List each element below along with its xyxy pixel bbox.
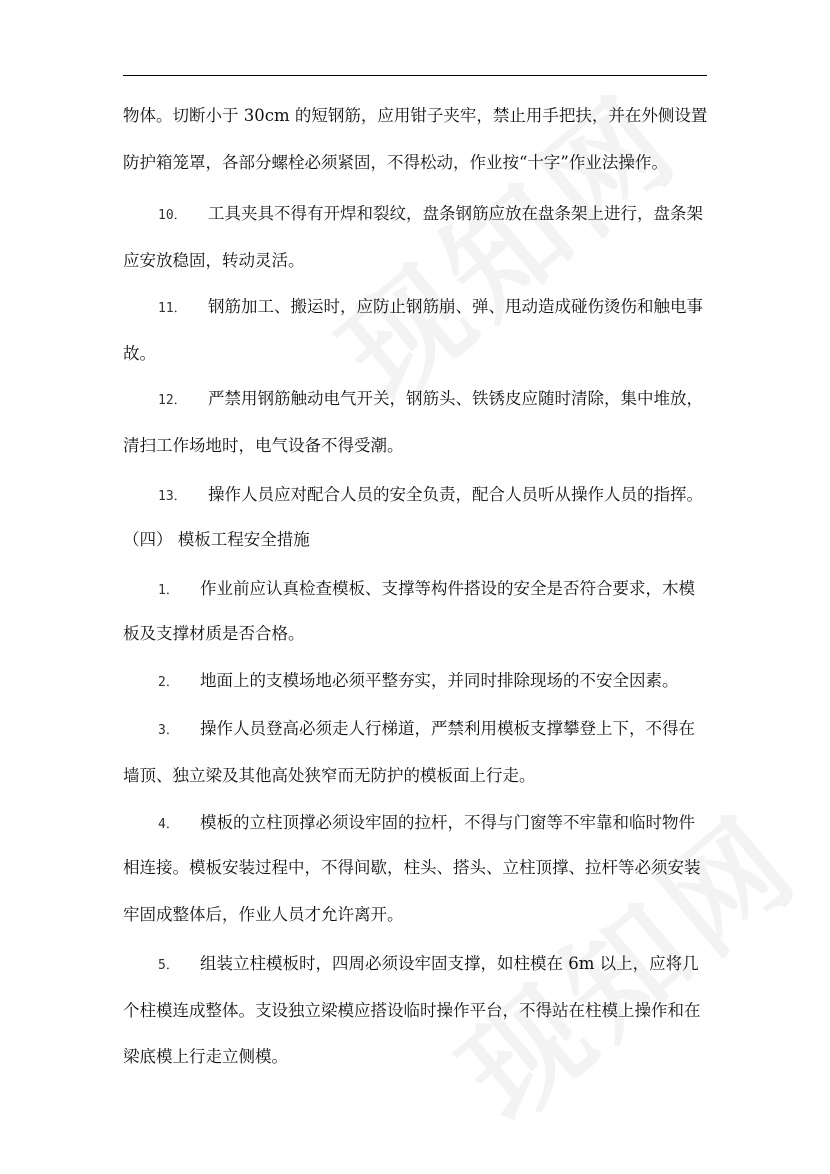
text-line	[123, 904, 404, 926]
text-line	[123, 1046, 288, 1068]
item-number: 3．	[158, 723, 179, 738]
text-line	[123, 250, 305, 272]
line-text: 严禁用钢筋触动电气开关，钢筋头、铁锈皮应随时清除，集中堆放，	[208, 389, 703, 408]
item-number: 12．	[158, 393, 187, 408]
text-line	[158, 203, 703, 227]
text-line	[123, 765, 536, 787]
line-text: 个柱模连成整体。支设独立梁模应搭设临时操作平台，不得站在柱模上操作和在	[123, 1001, 701, 1020]
text-line	[158, 953, 699, 977]
line-text: 组装立柱模板时，四周必须设牢固支撑，如柱模在 6m 以上，应将几	[200, 954, 699, 973]
text-line	[123, 152, 668, 174]
line-text: 工具夹具不得有开焊和裂纹，盘条钢筋应放在盘条架上进行，盘条架	[208, 204, 703, 223]
section-heading	[123, 529, 310, 551]
item-number: 2．	[158, 675, 179, 690]
line-text: 清扫工作场地时，电气设备不得受潮。	[123, 436, 404, 455]
item-number: 11．	[158, 301, 187, 316]
line-text: 相连接。模板安装过程中，不得间歇，柱头、搭头、立柱顶撑、拉杆等必须安装	[123, 858, 701, 877]
item-number: 4．	[158, 817, 179, 832]
line-text: 钢筋加工、搬运时，应防止钢筋崩、弹、甩动造成碰伤烫伤和触电事	[208, 297, 703, 316]
item-number: 5．	[158, 958, 179, 973]
line-text: 故。	[123, 344, 156, 363]
line-text: 操作人员应对配合人员的安全负责，配合人员听从操作人员的指挥。	[208, 485, 703, 504]
item-number: 1．	[158, 583, 179, 598]
text-line	[158, 578, 695, 602]
text-line	[158, 388, 703, 412]
text-line	[123, 105, 707, 127]
line-text: 防护箱笼罩，各部分螺栓必须紧固，不得松动，作业按“十字”作业法操作。	[123, 153, 668, 172]
text-line	[123, 857, 701, 879]
text-line	[158, 296, 703, 320]
line-text: 地面上的支模场地必须平整夯实，并同时排除现场的不安全因素。	[200, 671, 679, 690]
heading-text: （四） 模板工程安全措施	[123, 530, 310, 549]
text-line	[158, 812, 695, 836]
line-text: 墙顶、独立梁及其他高处狭窄而无防护的模板面上行走。	[123, 766, 536, 785]
text-line	[123, 1000, 701, 1022]
line-text: 作业前应认真检查模板、支撑等构件搭设的安全是否符合要求，木模	[200, 579, 695, 598]
header-rule	[123, 75, 707, 76]
text-line	[123, 623, 305, 645]
line-text: 应安放稳固，转动灵活。	[123, 251, 305, 270]
line-text: 梁底模上行走立侧模。	[123, 1047, 288, 1066]
item-number: 13．	[158, 489, 187, 504]
item-number: 10．	[158, 208, 187, 223]
text-line	[123, 435, 404, 457]
line-text: 牢固成整体后，作业人员才允许离开。	[123, 905, 404, 924]
line-text: 板及支撑材质是否合格。	[123, 624, 305, 643]
text-line	[123, 343, 156, 365]
text-line	[158, 718, 695, 742]
line-text: 操作人员登高必须走人行梯道，严禁利用模板支撑攀登上下，不得在	[200, 719, 695, 738]
text-line	[158, 484, 703, 508]
text-line	[158, 670, 679, 694]
line-text: 物体。切断小于 30cm 的短钢筋，应用钳子夹牢，禁止用手把扶，并在外侧设置	[123, 106, 708, 125]
line-text: 模板的立柱顶撑必须设牢固的拉杆，不得与门窗等不牢靠和临时物件	[200, 813, 695, 832]
